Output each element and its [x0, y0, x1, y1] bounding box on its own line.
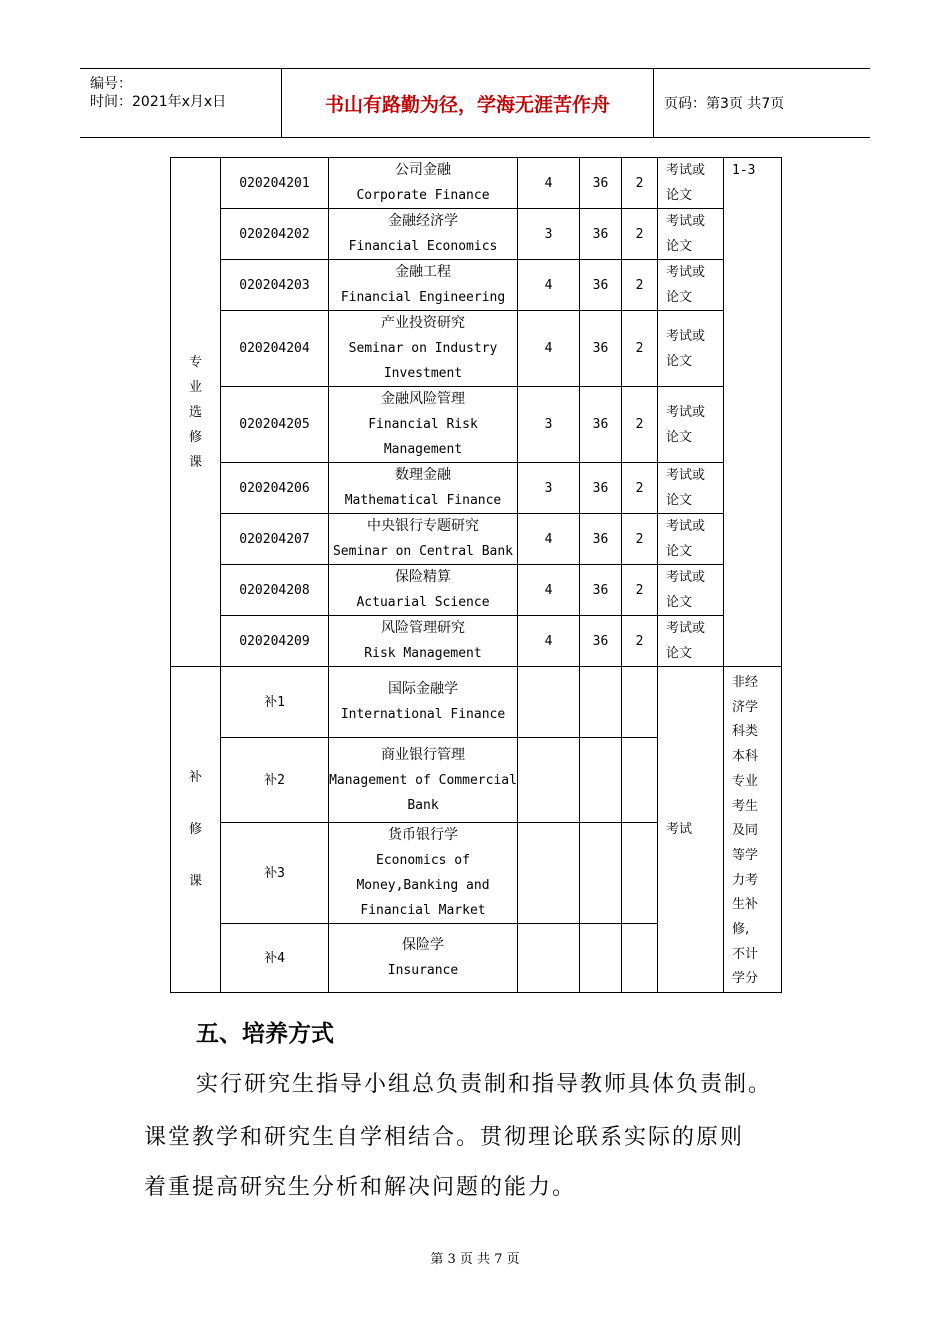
- table-row: [171, 387, 782, 463]
- header-meta: [80, 69, 282, 137]
- header-number-label: 编号：: [90, 76, 132, 92]
- course-semester: 2: [622, 158, 658, 209]
- course-semester: 2: [622, 514, 658, 565]
- page-header: [80, 68, 870, 138]
- course-name: 中央银行专题研究 Seminar on Central Bank: [329, 514, 518, 565]
- table-row: [171, 158, 782, 209]
- course-hours: 36: [580, 514, 622, 565]
- table-row: [171, 514, 782, 565]
- course-credit: 4: [518, 311, 580, 387]
- course-credit: 4: [518, 260, 580, 311]
- course-semester: 2: [622, 209, 658, 260]
- course-credit: 4: [518, 514, 580, 565]
- course-credit: 3: [518, 463, 580, 514]
- paragraph-line-2: 课堂教学和研究生自学相结合。贯彻理论联系实际的原则: [144, 1125, 745, 1150]
- table-row: [171, 209, 782, 260]
- supplement-exam: 考试: [658, 667, 724, 993]
- course-exam: 考试或 论文: [658, 514, 724, 565]
- course-code: 020204209: [221, 616, 329, 667]
- category-supplement: 补 修 课: [171, 667, 221, 993]
- course-semester: [622, 738, 658, 823]
- paragraph-line-3: 着重提高研究生分析和解决问题的能力。: [144, 1175, 577, 1200]
- course-hours: 36: [580, 616, 622, 667]
- course-credit: 3: [518, 387, 580, 463]
- course-code: 补2: [221, 738, 329, 823]
- course-credit: 4: [518, 616, 580, 667]
- course-code: 补3: [221, 823, 329, 924]
- course-hours: 36: [580, 311, 622, 387]
- course-name: 金融风险管理 Financial Risk Management: [329, 387, 518, 463]
- course-hours: 36: [580, 463, 622, 514]
- course-semester: 2: [622, 616, 658, 667]
- course-exam: 考试或 论文: [658, 209, 724, 260]
- course-code: 补4: [221, 924, 329, 993]
- course-code: 020204201: [221, 158, 329, 209]
- course-exam: 考试或 论文: [658, 387, 724, 463]
- course-exam: 考试或 论文: [658, 616, 724, 667]
- course-credit: [518, 738, 580, 823]
- paragraph-line-1: 实行研究生指导小组总负责制和指导教师具体负责制。: [196, 1072, 773, 1097]
- course-semester: 2: [622, 565, 658, 616]
- course-table: [170, 157, 782, 993]
- course-hours: 36: [580, 260, 622, 311]
- header-time-label: 时间：2021年x月x日: [90, 94, 227, 110]
- course-hours: [580, 667, 622, 738]
- course-semester: 2: [622, 311, 658, 387]
- course-name: 商业银行管理 Management of Commercial Bank: [329, 738, 518, 823]
- course-exam: 考试或 论文: [658, 565, 724, 616]
- course-exam: 考试或 论文: [658, 463, 724, 514]
- table-row: [171, 616, 782, 667]
- course-credit: 4: [518, 158, 580, 209]
- course-code: 补1: [221, 667, 329, 738]
- header-page-info: 页码：第3页 共7页: [664, 96, 785, 112]
- course-semester: 2: [622, 387, 658, 463]
- course-semester: [622, 823, 658, 924]
- table-row: [171, 667, 782, 738]
- course-hours: 36: [580, 158, 622, 209]
- course-name: 公司金融 Corporate Finance: [329, 158, 518, 209]
- course-hours: [580, 823, 622, 924]
- supplement-remark: 非经 济学 科类 本科 专业 考生 及同 等学 力考 生补 修, 不计 学分: [724, 667, 782, 993]
- course-credit: [518, 823, 580, 924]
- course-hours: [580, 924, 622, 993]
- course-semester: [622, 924, 658, 993]
- table-row: [171, 260, 782, 311]
- course-code: 020204205: [221, 387, 329, 463]
- course-name: 产业投资研究 Seminar on Industry Investment: [329, 311, 518, 387]
- course-name: 风险管理研究 Risk Management: [329, 616, 518, 667]
- course-hours: 36: [580, 565, 622, 616]
- elective-remark: 1-3: [724, 158, 782, 667]
- course-hours: [580, 738, 622, 823]
- category-elective: 专 业 选 修 课: [171, 158, 221, 667]
- table-row: [171, 565, 782, 616]
- course-name: 国际金融学 International Finance: [329, 667, 518, 738]
- course-credit: 4: [518, 565, 580, 616]
- course-code: 020204206: [221, 463, 329, 514]
- course-semester: [622, 667, 658, 738]
- course-exam: 考试或 论文: [658, 311, 724, 387]
- header-motto: 书山有路勤为径，学海无涯苦作舟: [282, 69, 654, 137]
- course-credit: 3: [518, 209, 580, 260]
- course-credit: [518, 667, 580, 738]
- table-row: [171, 311, 782, 387]
- course-exam: 考试或 论文: [658, 158, 724, 209]
- course-code: 020204202: [221, 209, 329, 260]
- course-name: 金融经济学 Financial Economics: [329, 209, 518, 260]
- course-name: 金融工程 Financial Engineering: [329, 260, 518, 311]
- section-title: 五、培养方式: [196, 1020, 334, 1047]
- course-exam: 考试或 论文: [658, 260, 724, 311]
- course-semester: 2: [622, 463, 658, 514]
- course-code: 020204203: [221, 260, 329, 311]
- course-name: 货币银行学 Economics of Money,Banking and Financial Market: [329, 823, 518, 924]
- course-name: 保险学 Insurance: [329, 924, 518, 993]
- course-hours: 36: [580, 387, 622, 463]
- course-code: 020204207: [221, 514, 329, 565]
- course-code: 020204204: [221, 311, 329, 387]
- course-name: 保险精算 Actuarial Science: [329, 565, 518, 616]
- course-semester: 2: [622, 260, 658, 311]
- course-name: 数理金融 Mathematical Finance: [329, 463, 518, 514]
- table-row: [171, 463, 782, 514]
- course-hours: 36: [580, 209, 622, 260]
- page-footer: 第 3 页 共 7 页: [430, 1252, 520, 1267]
- course-credit: [518, 924, 580, 993]
- course-code: 020204208: [221, 565, 329, 616]
